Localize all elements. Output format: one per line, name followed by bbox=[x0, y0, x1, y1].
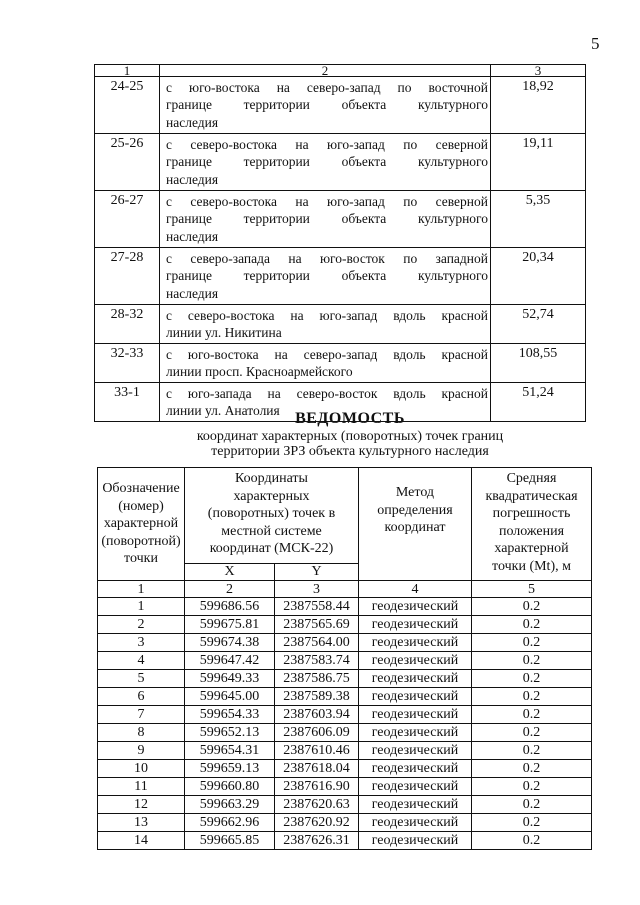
point-x: 599675.81 bbox=[185, 616, 275, 634]
boundary-description-line: границе территории объекта культурного bbox=[166, 97, 488, 113]
point-mt: 0.2 bbox=[472, 760, 592, 778]
boundary-row bbox=[95, 191, 586, 248]
boundary-segment: 26-27 bbox=[95, 191, 160, 248]
point-y: 2387603.94 bbox=[275, 706, 359, 724]
point-x: 599654.31 bbox=[185, 742, 275, 760]
boundary-description-line: границе территории объекта культурного bbox=[166, 211, 488, 227]
point-method: геодезический bbox=[359, 724, 472, 742]
boundary-description-line: наследия bbox=[166, 285, 219, 301]
header-error-line: Средняя bbox=[506, 471, 557, 486]
point-id: 2 bbox=[98, 616, 185, 634]
boundary-description-line: линии просп. Красноармейского bbox=[166, 364, 353, 380]
point-y: 2387616.90 bbox=[275, 778, 359, 796]
point-x: 599645.00 bbox=[185, 688, 275, 706]
point-method: геодезический bbox=[359, 760, 472, 778]
boundary-length: 108,55 bbox=[491, 344, 586, 383]
point-x: 599660.80 bbox=[185, 778, 275, 796]
point-mt: 0.2 bbox=[472, 670, 592, 688]
header-method-line: определения bbox=[377, 502, 453, 518]
boundary-segment: 28-32 bbox=[95, 305, 160, 344]
page-number: 5 bbox=[591, 34, 600, 53]
boundary-row bbox=[95, 344, 586, 383]
statement-title: ВЕДОМОСТЬ bbox=[295, 410, 405, 427]
point-mt: 0.2 bbox=[472, 706, 592, 724]
coords-column-numbers-row bbox=[98, 581, 592, 598]
point-method: геодезический bbox=[359, 598, 472, 616]
point-x: 599649.33 bbox=[185, 670, 275, 688]
point-mt: 0.2 bbox=[472, 634, 592, 652]
point-id: 10 bbox=[98, 760, 185, 778]
boundary-row bbox=[95, 248, 586, 305]
table-row bbox=[98, 724, 592, 742]
point-id: 7 bbox=[98, 706, 185, 724]
point-mt: 0.2 bbox=[472, 652, 592, 670]
point-x: 599652.13 bbox=[185, 724, 275, 742]
boundary-description-line: с северо-востока на юго-запад по северной bbox=[166, 194, 488, 209]
boundary-description-table bbox=[94, 64, 586, 422]
table-row bbox=[98, 832, 592, 850]
point-id: 12 bbox=[98, 796, 185, 814]
boundary-description-line: с юго-запада на северо-восток вдоль красной bbox=[166, 386, 488, 401]
statement-subtitle-line-2: территории ЗРЗ объекта культурного наследия bbox=[211, 444, 489, 459]
header-point-line: Обозначение bbox=[102, 481, 180, 497]
boundary-length: 19,11 bbox=[491, 134, 586, 191]
header-x: X bbox=[185, 563, 275, 580]
point-x: 599662.96 bbox=[185, 814, 275, 832]
point-method: геодезический bbox=[359, 652, 472, 670]
header-error-line: характерной bbox=[494, 541, 569, 556]
point-id: 6 bbox=[98, 688, 185, 706]
boundary-description-line: линии ул. Анатолия bbox=[166, 403, 280, 419]
point-x: 599647.42 bbox=[185, 652, 275, 670]
point-mt: 0.2 bbox=[472, 724, 592, 742]
point-mt: 0.2 bbox=[472, 742, 592, 760]
boundary-description-line: с северо-востока на юго-запад вдоль красной bbox=[166, 308, 488, 323]
table-row bbox=[98, 688, 592, 706]
point-y: 2387586.75 bbox=[275, 670, 359, 688]
boundary-description-line: наследия bbox=[166, 171, 219, 187]
point-y: 2387620.92 bbox=[275, 814, 359, 832]
point-y: 2387610.46 bbox=[275, 742, 359, 760]
coordinates-table bbox=[97, 467, 592, 850]
boundary-length: 20,34 bbox=[491, 248, 586, 305]
boundary-header-col-3: 3 bbox=[491, 65, 586, 77]
point-id: 4 bbox=[98, 652, 185, 670]
table-row bbox=[98, 598, 592, 616]
boundary-description-line: с юго-востока на северо-запад по восточной bbox=[166, 80, 488, 95]
point-y: 2387618.04 bbox=[275, 760, 359, 778]
boundary-description bbox=[160, 344, 491, 383]
point-y: 2387589.38 bbox=[275, 688, 359, 706]
point-y: 2387583.74 bbox=[275, 652, 359, 670]
point-id: 1 bbox=[98, 598, 185, 616]
point-id: 3 bbox=[98, 634, 185, 652]
boundary-length: 51,24 bbox=[491, 383, 586, 422]
table-row bbox=[98, 796, 592, 814]
boundary-description bbox=[160, 248, 491, 305]
table-row bbox=[98, 742, 592, 760]
point-method: геодезический bbox=[359, 742, 472, 760]
header-error-line: квадратическая bbox=[485, 488, 578, 504]
boundary-segment: 24-25 bbox=[95, 77, 160, 134]
boundary-table-header-row bbox=[95, 65, 586, 77]
point-method: геодезический bbox=[359, 796, 472, 814]
boundary-description-line: наследия bbox=[166, 114, 219, 130]
boundary-segment: 25-26 bbox=[95, 134, 160, 191]
point-mt: 0.2 bbox=[472, 796, 592, 814]
boundary-header-col-1: 1 bbox=[95, 65, 160, 77]
point-x: 599663.29 bbox=[185, 796, 275, 814]
header-mean-square-error bbox=[472, 468, 592, 581]
table-row bbox=[98, 760, 592, 778]
table-row bbox=[98, 706, 592, 724]
header-point-designation bbox=[98, 468, 185, 581]
point-method: геодезический bbox=[359, 670, 472, 688]
point-mt: 0.2 bbox=[472, 598, 592, 616]
point-mt: 0.2 bbox=[472, 778, 592, 796]
point-x: 599665.85 bbox=[185, 832, 275, 850]
col-number-3: 3 bbox=[275, 581, 359, 598]
boundary-length: 52,74 bbox=[491, 305, 586, 344]
col-number-1: 1 bbox=[98, 581, 185, 598]
table-row bbox=[98, 652, 592, 670]
table-row bbox=[98, 778, 592, 796]
header-method bbox=[359, 468, 472, 581]
point-mt: 0.2 bbox=[472, 814, 592, 832]
boundary-row bbox=[95, 305, 586, 344]
header-coordinates bbox=[185, 468, 359, 564]
point-y: 2387620.63 bbox=[275, 796, 359, 814]
header-coords-line: координат (МСК-22) bbox=[209, 541, 334, 556]
header-coords-line: (поворотных) точек в bbox=[207, 506, 336, 521]
boundary-description-line: границе территории объекта культурного bbox=[166, 154, 488, 170]
point-mt: 0.2 bbox=[472, 832, 592, 850]
point-method: геодезический bbox=[359, 706, 472, 724]
header-point-line: характерной bbox=[103, 516, 179, 532]
header-coords-line: характерных bbox=[233, 488, 310, 504]
boundary-description bbox=[160, 191, 491, 248]
boundary-length: 18,92 bbox=[491, 77, 586, 134]
boundary-header-col-2: 2 bbox=[160, 65, 491, 77]
statement-subtitle bbox=[0, 429, 640, 459]
point-id: 9 bbox=[98, 742, 185, 760]
point-y: 2387565.69 bbox=[275, 616, 359, 634]
point-id: 11 bbox=[98, 778, 185, 796]
point-method: геодезический bbox=[359, 616, 472, 634]
table-row bbox=[98, 670, 592, 688]
col-number-2: 2 bbox=[185, 581, 275, 598]
header-error-line: точки (Mt), м bbox=[492, 558, 571, 574]
point-method: геодезический bbox=[359, 814, 472, 832]
boundary-description-line: с северо-востока на юго-запад по северной bbox=[166, 137, 488, 152]
point-x: 599674.38 bbox=[185, 634, 275, 652]
boundary-row bbox=[95, 77, 586, 134]
boundary-segment: 27-28 bbox=[95, 248, 160, 305]
header-point-line: (поворотной) bbox=[101, 533, 181, 549]
table-row bbox=[98, 616, 592, 634]
point-method: геодезический bbox=[359, 832, 472, 850]
table-row bbox=[98, 634, 592, 652]
boundary-description-line: с северо-запада на юго-восток по западной bbox=[166, 251, 488, 266]
header-y: Y bbox=[275, 563, 359, 580]
point-x: 599686.56 bbox=[185, 598, 275, 616]
point-id: 14 bbox=[98, 832, 185, 850]
coords-header-row bbox=[98, 468, 592, 564]
col-number-5: 5 bbox=[472, 581, 592, 598]
boundary-description-line: линии ул. Никитина bbox=[166, 325, 282, 341]
col-number-4: 4 bbox=[359, 581, 472, 598]
statement-subtitle-line-1: координат характерных (поворотных) точек границ bbox=[196, 429, 504, 444]
point-id: 5 bbox=[98, 670, 185, 688]
header-coords-line: местной системе bbox=[221, 523, 322, 539]
header-method-line: координат bbox=[384, 520, 446, 535]
header-error-line: положения bbox=[498, 523, 565, 539]
point-method: геодезический bbox=[359, 688, 472, 706]
point-mt: 0.2 bbox=[472, 688, 592, 706]
boundary-description bbox=[160, 305, 491, 344]
header-coords-line: Координаты bbox=[235, 471, 308, 486]
header-error-line: погрешность bbox=[492, 506, 571, 521]
boundary-description bbox=[160, 77, 491, 134]
point-x: 599654.33 bbox=[185, 706, 275, 724]
point-id: 8 bbox=[98, 724, 185, 742]
point-y: 2387606.09 bbox=[275, 724, 359, 742]
point-method: геодезический bbox=[359, 778, 472, 796]
boundary-segment: 32-33 bbox=[95, 344, 160, 383]
point-y: 2387558.44 bbox=[275, 598, 359, 616]
boundary-description-line: с юго-востока на северо-запад вдоль красной bbox=[166, 347, 488, 362]
header-point-line: точки bbox=[124, 551, 158, 567]
header-method-line: Метод bbox=[395, 485, 435, 500]
boundary-description bbox=[160, 134, 491, 191]
boundary-description-line: наследия bbox=[166, 228, 219, 244]
table-row bbox=[98, 814, 592, 832]
boundary-segment: 33-1 bbox=[95, 383, 160, 422]
boundary-description-line: границе территории объекта культурного bbox=[166, 268, 488, 284]
point-method: геодезический bbox=[359, 634, 472, 652]
boundary-row bbox=[95, 134, 586, 191]
header-point-line: (номер) bbox=[118, 498, 164, 514]
point-x: 599659.13 bbox=[185, 760, 275, 778]
point-id: 13 bbox=[98, 814, 185, 832]
point-mt: 0.2 bbox=[472, 616, 592, 634]
boundary-length: 5,35 bbox=[491, 191, 586, 248]
point-y: 2387626.31 bbox=[275, 832, 359, 850]
point-y: 2387564.00 bbox=[275, 634, 359, 652]
